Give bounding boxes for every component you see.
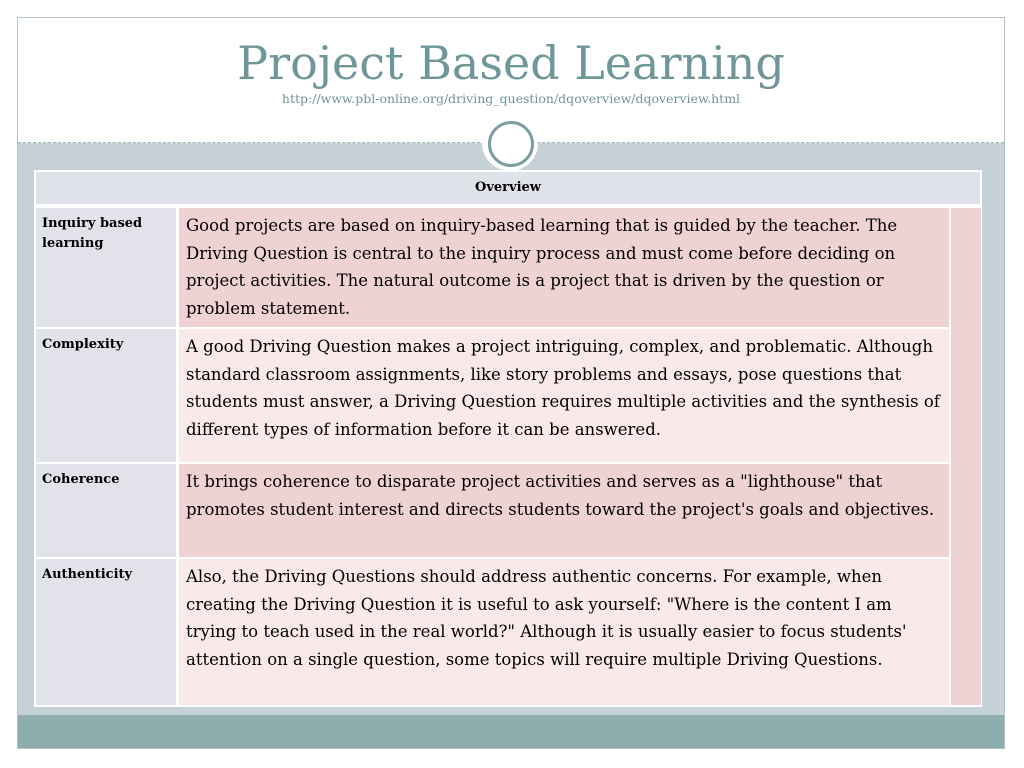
overview-table	[34, 170, 982, 707]
circle-ornament-icon	[482, 115, 538, 171]
slide	[17, 17, 1005, 749]
slide-subtitle-url: http://www.pbl-online.org/driving_question/dqoverview/dqoverview.html	[281, 91, 741, 106]
circle-ring-icon	[488, 121, 534, 167]
table-header: Overview	[36, 172, 980, 204]
table-side-column	[951, 208, 981, 705]
row-label-complexity: Complexity	[36, 329, 176, 462]
row-label-authenticity: Authenticity	[36, 559, 176, 705]
row-text-inquiry: Good projects are based on inquiry-based learning that is guided by the teacher. The Driving Question is central to the inquiry process and must come before deciding on project activities. The natural outcome is a project that is driven by the question or problem statement.	[179, 208, 949, 327]
row-text-authenticity: Also, the Driving Questions should address authentic concerns. For example, when creating the Driving Question it is useful to ask yourself: "Where is the content I am trying to teach used in the real world?" Although it is usually easier to focus students' attention on a single question, some topics will require multiple Driving Questions.	[179, 559, 949, 705]
slide-title: Project Based Learning	[237, 36, 785, 90]
row-text-coherence: It brings coherence to disparate project activities and serves as a "lighthouse" that promotes student interest and directs students toward the project's goals and objectives.	[179, 464, 949, 557]
row-label-coherence: Coherence	[36, 464, 176, 557]
row-text-complexity: A good Driving Question makes a project intriguing, complex, and problematic. Although standard classroom assignments, like story problems and essays, pose questions that students must answer, a Driving Question requires multiple activities and the synthesis of different types of information before it can be answered.	[179, 329, 949, 462]
row-label-inquiry: Inquiry based learning	[36, 208, 176, 327]
footer-band	[18, 715, 1004, 748]
